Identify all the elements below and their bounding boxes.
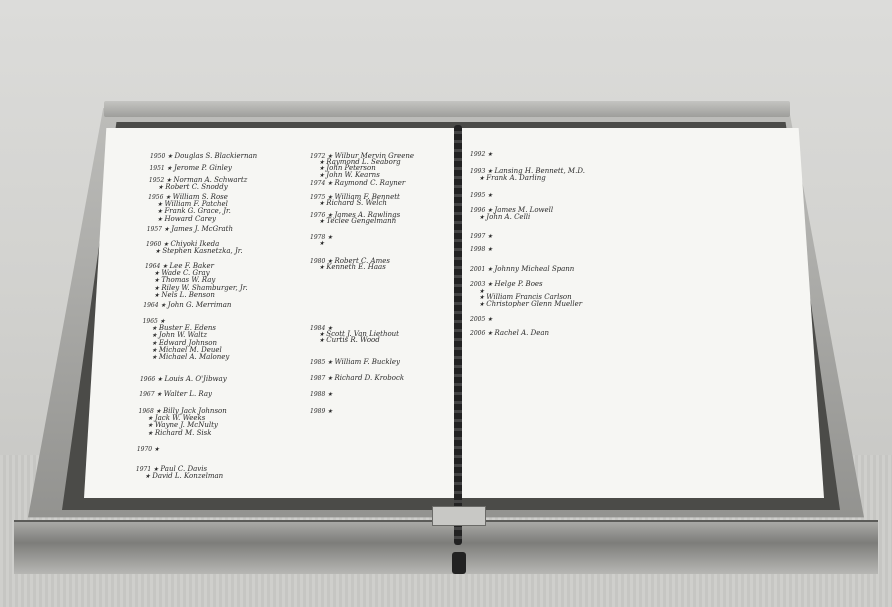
star-icon: ★	[319, 165, 327, 173]
entry-year: 1987	[310, 375, 328, 382]
star-icon: ★	[327, 234, 333, 241]
entry-name: Raymond C. Rayner	[334, 179, 406, 187]
star-icon: ★	[487, 281, 495, 288]
entry-name: Paul C. Davis	[160, 465, 208, 473]
star-icon: ★	[157, 184, 166, 192]
star-icon: ★	[327, 212, 335, 219]
honor-entry-year-line	[310, 383, 333, 400]
star-icon: ★	[319, 159, 327, 167]
star-icon: ★	[327, 194, 335, 201]
entry-indent	[310, 337, 319, 344]
entry-year: 1998	[470, 246, 488, 253]
star-icon: ★	[162, 263, 170, 270]
display-case-base	[14, 520, 878, 574]
entry-year: 2006	[470, 330, 488, 337]
honor-entry-name-line	[310, 329, 380, 346]
entry-year: 1971	[135, 466, 154, 473]
entry-name: David L. Konzelman	[152, 472, 224, 481]
entry-name: William F. Bennett	[334, 193, 400, 201]
honor-entry-name-line	[310, 210, 396, 227]
entry-year: 1952	[148, 177, 167, 184]
entry-name: Wilbur Mervin Greene	[334, 152, 415, 160]
entry-year: 1989	[310, 408, 328, 415]
star-icon: ★	[487, 207, 495, 214]
honor-entry-name-line	[470, 167, 546, 184]
cord-toggle	[452, 552, 466, 574]
star-icon: ★	[166, 177, 174, 184]
honor-entry-year-line	[310, 367, 404, 384]
entry-year: 2001	[470, 266, 488, 273]
entry-name: Frank G. Grace, Jr.	[164, 207, 231, 216]
honor-entry-year-line	[470, 143, 493, 160]
entry-name: Kenneth E. Haas	[326, 263, 386, 272]
star-icon: ★	[487, 316, 493, 323]
entry-year: 1957	[146, 226, 164, 233]
star-icon: ★	[327, 391, 333, 398]
entry-indent	[310, 264, 319, 271]
star-icon: ★	[479, 294, 487, 301]
entry-name: Johnny Micheal Spann	[494, 265, 575, 273]
star-icon: ★	[327, 258, 335, 265]
entry-year: 2003	[470, 281, 488, 288]
star-icon: ★	[319, 171, 327, 179]
entry-year: 1980	[310, 258, 328, 265]
entry-name: Nels L. Benson	[161, 290, 215, 299]
entry-name: Helge P. Boes	[494, 280, 543, 288]
entry-name: Edward Johnson	[158, 338, 218, 347]
star-icon: ★	[479, 287, 485, 295]
entry-name: John G. Merriman	[167, 301, 232, 309]
star-icon: ★	[157, 215, 165, 223]
entry-name: Richard S. Welch	[326, 199, 387, 208]
entry-name: Stephen Kasnetzka, Jr.	[162, 247, 243, 256]
star-icon: ★	[327, 153, 335, 160]
star-icon: ★	[147, 429, 155, 437]
entry-year: 1966	[139, 376, 158, 383]
entry-name: Rachel A. Dean	[494, 329, 550, 337]
entry-name: Michael A. Maloney	[158, 353, 230, 361]
entry-year: 1978	[310, 234, 328, 241]
entry-name: Norman A. Schwartz	[173, 176, 248, 184]
entry-year: 1964	[143, 302, 161, 309]
entry-name: Curtis R. Wood	[326, 336, 380, 345]
honor-entry-year-line	[137, 438, 160, 455]
star-icon: ★	[319, 240, 325, 248]
entry-year: 1974	[310, 180, 328, 187]
star-icon: ★	[154, 446, 160, 453]
star-icon: ★	[151, 354, 159, 361]
honor-entry-name-line	[310, 256, 386, 273]
honor-entry-year-line	[310, 351, 400, 368]
star-icon: ★	[487, 246, 493, 253]
star-icon: ★	[487, 168, 495, 175]
star-icon: ★	[319, 337, 327, 345]
star-icon: ★	[487, 233, 493, 240]
star-icon: ★	[147, 415, 155, 423]
star-icon: ★	[319, 331, 327, 339]
entry-year: 1995	[470, 192, 488, 199]
entry-year: 1972	[310, 153, 328, 160]
star-icon: ★	[156, 391, 164, 398]
entry-name: Jerome P. Ginley	[173, 164, 232, 172]
star-icon: ★	[154, 277, 162, 285]
entry-name: John Peterson	[326, 164, 376, 173]
entry-name: Chiyoki Ikeda	[170, 240, 220, 248]
entry-name: Scott J. Van Liethout	[326, 330, 399, 339]
entry-name: James M. Lowell	[494, 206, 554, 214]
star-icon: ★	[154, 291, 162, 299]
entry-year: 1992	[470, 151, 488, 158]
book-clasp	[432, 506, 486, 526]
entry-name: Riley W. Shamburger, Jr.	[161, 283, 248, 292]
star-icon: ★	[327, 359, 335, 366]
star-icon: ★	[155, 408, 163, 415]
star-icon: ★	[487, 151, 493, 158]
honor-entry-name-line	[139, 422, 212, 439]
star-icon: ★	[153, 466, 161, 473]
entry-name: Louis A. O'Jibway	[164, 375, 227, 383]
honor-entry-year-line	[470, 238, 493, 255]
honor-entry-name-line	[470, 293, 582, 310]
entry-year: 1996	[470, 207, 488, 214]
honor-entry-year-line	[310, 400, 333, 417]
entry-name: William F. Patchel	[164, 200, 228, 209]
star-icon: ★	[487, 330, 495, 337]
entry-year: 1950	[150, 153, 168, 160]
honor-entry-name-line	[136, 465, 223, 482]
entry-year: 1988	[310, 391, 328, 398]
entry-name: Billy Jack Johnson	[163, 407, 227, 415]
entry-indent	[136, 473, 145, 480]
honor-entry-name-line	[310, 232, 324, 249]
honor-entry-year-line	[139, 383, 212, 400]
entry-year: 1956	[148, 194, 166, 201]
star-icon: ★	[147, 422, 155, 430]
star-icon: ★	[479, 213, 487, 221]
star-icon: ★	[165, 194, 173, 201]
star-icon: ★	[163, 241, 171, 248]
star-icon: ★	[479, 300, 487, 308]
star-icon: ★	[327, 408, 333, 415]
star-icon: ★	[155, 248, 163, 256]
book-right-page	[462, 128, 824, 498]
star-icon: ★	[151, 332, 159, 340]
honor-entry-year-line	[143, 291, 232, 311]
entry-name: Douglas S. Blackiernan	[174, 152, 258, 160]
entry-year: 1960	[146, 241, 164, 248]
entry-name: Wade C. Gray	[161, 269, 210, 278]
entry-name: John W. Waltz	[158, 331, 208, 340]
entry-name: James J. McGrath	[171, 225, 233, 233]
entry-name: William S. Rose	[172, 193, 228, 201]
star-icon: ★	[159, 318, 166, 325]
star-icon: ★	[163, 226, 172, 233]
entry-name: Robert C. Ames	[334, 257, 390, 265]
entry-year: 1951	[149, 165, 167, 172]
entry-year: 1968	[138, 408, 156, 415]
entry-name: Howard Carey	[164, 214, 216, 223]
star-icon: ★	[154, 284, 162, 292]
star-icon: ★	[327, 375, 335, 382]
entry-year: 1984	[310, 325, 328, 332]
entry-year: 1997	[470, 233, 488, 240]
star-icon: ★	[327, 180, 335, 187]
star-icon: ★	[151, 325, 159, 333]
star-icon: ★	[157, 376, 165, 383]
entry-name: William F. Buckley	[334, 358, 400, 366]
entry-indent	[470, 214, 479, 221]
star-icon: ★	[157, 208, 165, 216]
entry-name: Richard M. Sisk	[154, 428, 212, 437]
star-icon: ★	[157, 201, 165, 209]
star-icon: ★	[167, 153, 175, 160]
star-icon: ★	[160, 302, 168, 309]
entry-name: Richard D. Krobock	[334, 374, 405, 382]
entry-year: 1993	[470, 168, 488, 175]
entry-name: Buster E. Edens	[158, 324, 217, 333]
star-icon: ★	[319, 200, 327, 208]
entry-year: 1976	[310, 212, 328, 219]
entry-name: Michael M. Deuel	[158, 345, 222, 354]
star-icon: ★	[319, 218, 327, 226]
entry-name: Teclee Gengelmann	[326, 217, 397, 226]
star-icon: ★	[487, 266, 495, 273]
entry-name: Raymond L. Seaborg	[326, 158, 401, 167]
entry-indent	[310, 218, 319, 225]
entry-name: John W. Kearns	[326, 170, 380, 179]
entry-name: Lee F. Baker	[169, 262, 214, 270]
entry-name: Wayne J. McNulty	[154, 421, 218, 430]
star-icon: ★	[487, 192, 493, 199]
entry-indent	[139, 430, 148, 437]
entry-name: Thomas W. Ray	[161, 276, 216, 285]
entry-indent	[470, 175, 479, 182]
entry-name: James A. Rawlings	[334, 211, 401, 219]
star-icon: ★	[154, 270, 162, 278]
entry-name: Lansing H. Bennett, M.D.	[494, 167, 585, 175]
entry-indent	[470, 301, 479, 308]
star-icon: ★	[166, 165, 174, 172]
entry-name: William Francis Carlson	[486, 293, 572, 301]
entry-name: Jack W. Weeks	[154, 414, 206, 423]
star-icon: ★	[479, 174, 487, 182]
star-icon: ★	[319, 264, 327, 272]
entry-year: 1970	[136, 446, 154, 453]
entry-indent	[143, 354, 152, 361]
entry-name: Christopher Glenn Mueller	[486, 299, 583, 308]
honor-entry-name-line	[143, 346, 230, 363]
bookmark-cord	[454, 125, 462, 545]
entry-year: 1967	[139, 391, 157, 398]
entry-name: John A. Celli	[486, 212, 531, 221]
honor-entry-name-line	[470, 206, 530, 223]
star-icon: ★	[151, 339, 159, 347]
entry-year: 1965	[142, 318, 160, 325]
entry-year: 1975	[310, 194, 328, 201]
entry-year: 1985	[310, 359, 328, 366]
star-icon: ★	[144, 473, 153, 481]
entry-name: Walter L. Ray	[163, 390, 212, 398]
entry-name: Robert C. Snoddy	[165, 183, 228, 192]
star-icon: ★	[151, 346, 159, 354]
display-case-lid	[104, 101, 790, 117]
honor-entry-year-line	[470, 322, 549, 339]
entry-name: Frank A. Darling	[486, 173, 546, 182]
star-icon: ★	[327, 325, 333, 332]
entry-year: 2005	[470, 316, 488, 323]
entry-year: 1964	[145, 263, 163, 270]
entry-indent	[310, 240, 319, 247]
